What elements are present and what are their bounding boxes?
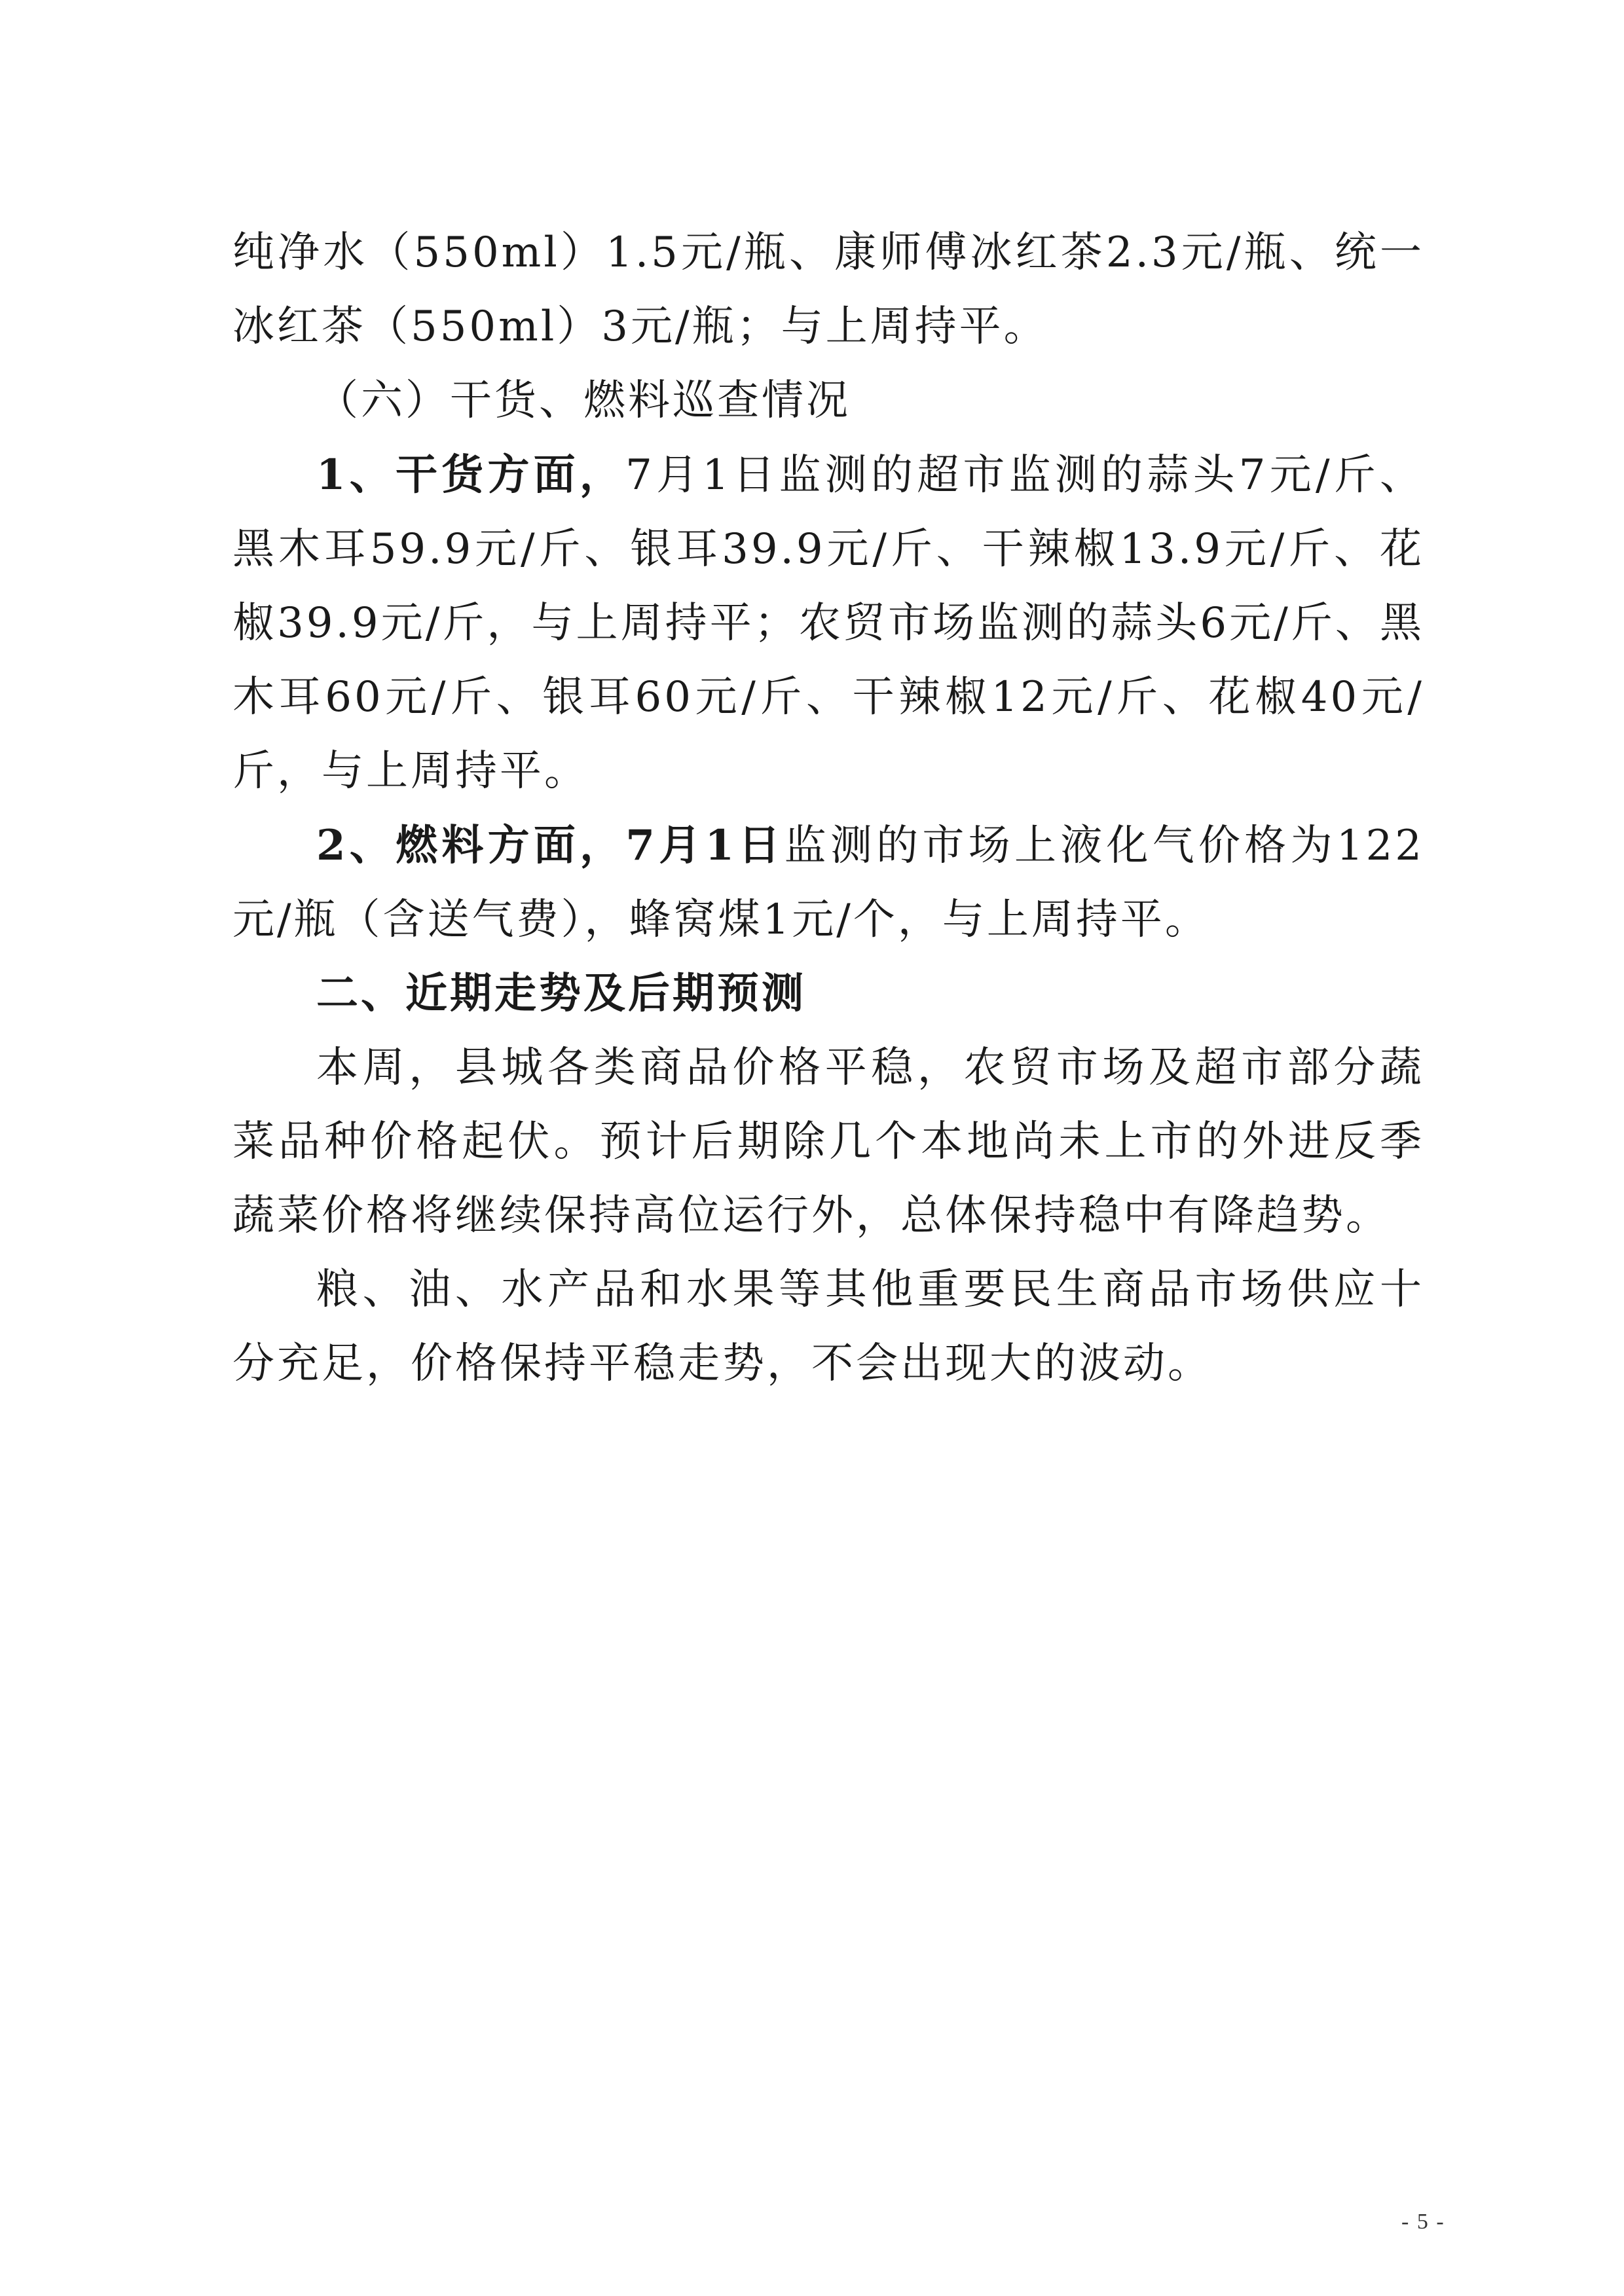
paragraph-supply-outlook: 粮、油、水产品和水果等其他重要民生商品市场供应十分充足，价格保持平稳走势，不会出现大的波动。: [232, 1266, 1424, 1388]
dry-goods-body: 7月1日监测的超市监测的蒜头7元/斤、黑木耳59.9元/斤、银耳39.9元/斤、干辣椒13.9元/斤、花椒39.9元/斤，与上周持平；农贸市场监测的蒜头6元/斤、黑木耳60元/斤、银耳60元/斤、干辣椒12元/斤、花椒40元/斤，与上周持平。: [232, 451, 1424, 795]
paragraph-dry-goods: [232, 438, 1424, 809]
paragraph-beverage-prices: 纯净水（550ml）1.5元/瓶、康师傅冰红茶2.3元/瓶、统一冰红茶（550ml）3元/瓶；与上周持平。: [232, 228, 1424, 351]
dry-goods-lead: 1、干货方面，: [316, 450, 626, 500]
fuel-lead: 2、燃料方面，7月1日: [316, 821, 784, 870]
section-heading-trend-forecast: 二、近期走势及后期预测: [316, 970, 806, 1018]
paragraph-weekly-summary: 本周，县城各类商品价格平稳，农贸市场及超市部分蔬菜品种价格起伏。预计后期除几个本地尚未上市的外进反季蔬菜价格将继续保持高位运行外，总体保持稳中有降趋势。: [232, 1044, 1424, 1240]
document-body: [232, 216, 1424, 1401]
section-heading-dry-goods-fuel: （六）干货、燃料巡查情况: [316, 376, 851, 425]
fuel-body: 监测的市场上液化气价格为122元/瓶（含送气费），蜂窝煤1元/个，与上周持平。: [232, 822, 1425, 944]
paragraph-fuel: [232, 809, 1424, 957]
page-number: - 5 -: [1401, 2210, 1445, 2234]
